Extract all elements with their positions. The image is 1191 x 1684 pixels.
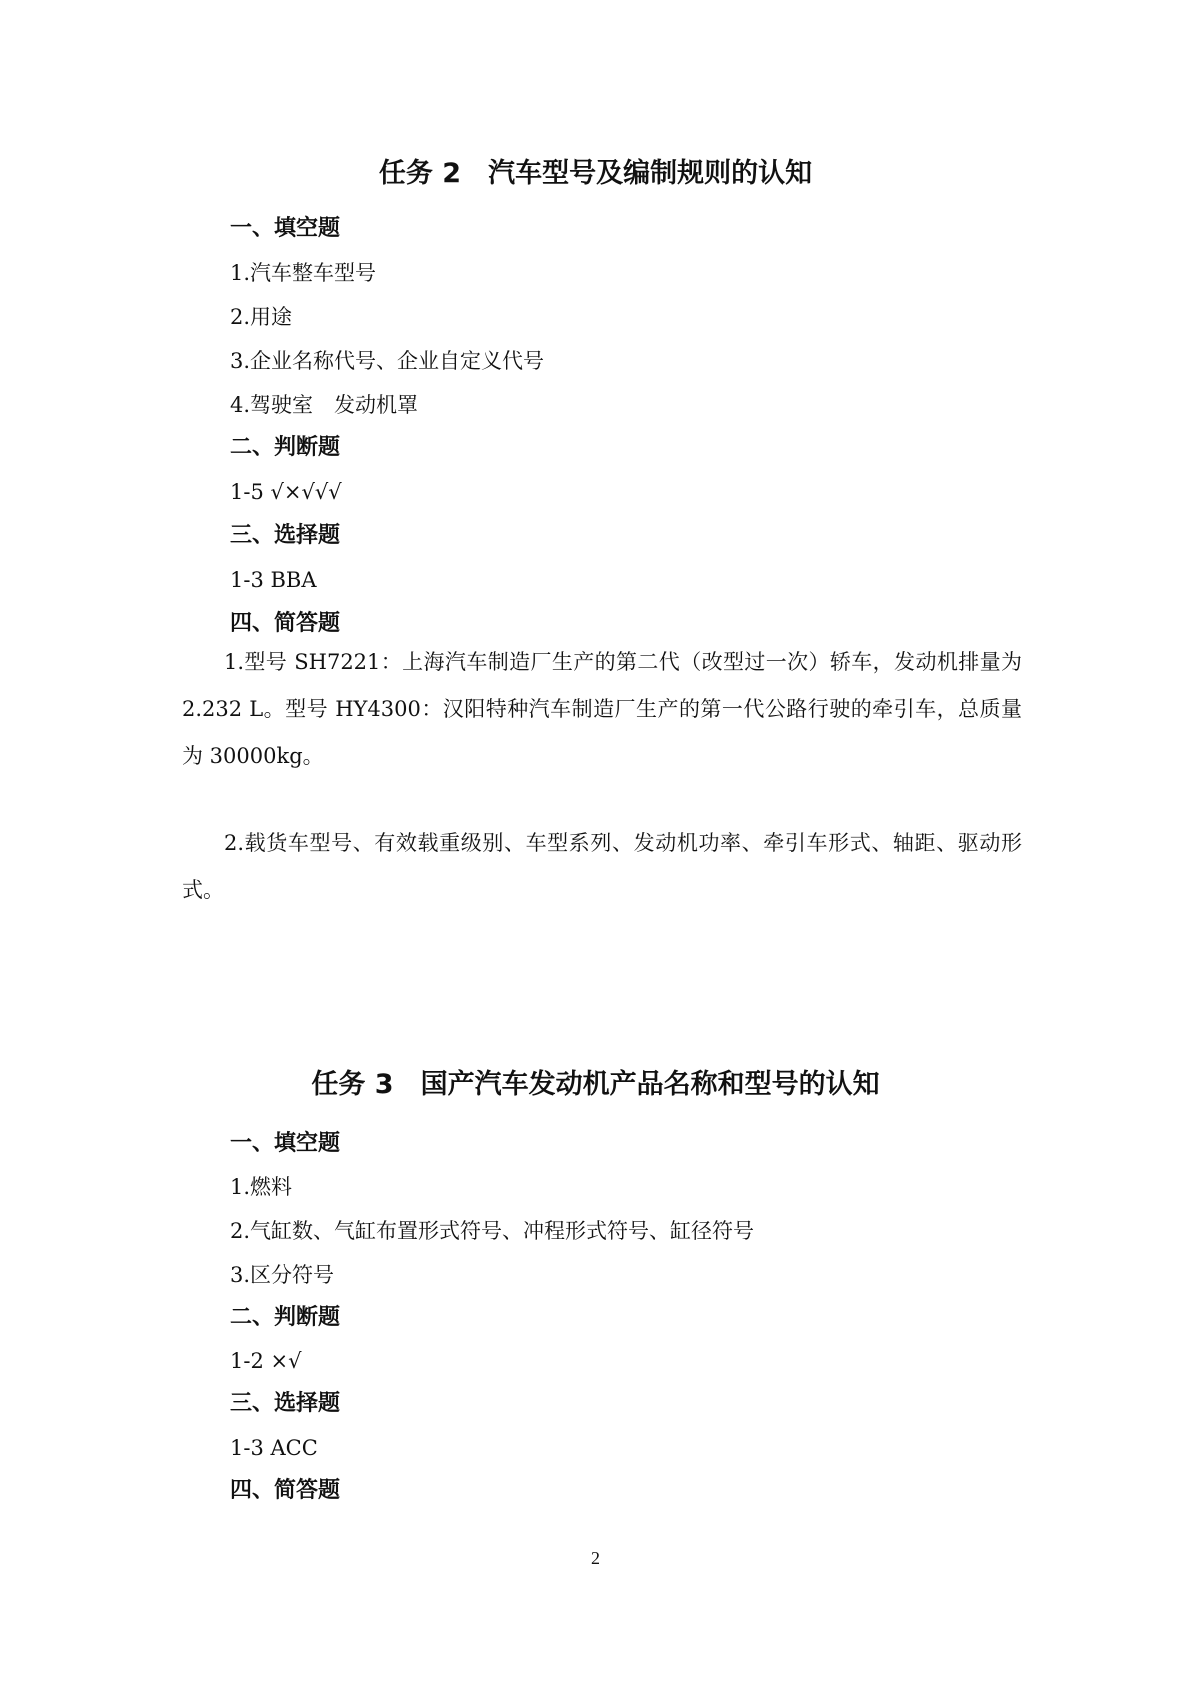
task2-choice-answer: 1-3 BBA: [230, 568, 317, 592]
task2-fill-item-2: 2.用途: [230, 305, 293, 329]
task2-fill-item-1: 1.汽车整车型号: [230, 261, 377, 285]
task2-fill-item-4: 4.驾驶室 发动机罩: [230, 393, 419, 417]
task3-choice-answer: 1-3 ACC: [230, 1436, 318, 1460]
task3-fill-heading: 一、填空题: [230, 1131, 341, 1156]
task2-judge-answer: 1-5 √×√√√: [230, 480, 342, 504]
task3-title: 任务 3 国产汽车发动机产品名称和型号的认知: [311, 1069, 880, 1100]
task3-choice-heading: 三、选择题: [230, 1391, 341, 1416]
task2-fill-heading: 一、填空题: [230, 216, 341, 241]
task3-judge-answer: 1-2 ×√: [230, 1349, 302, 1373]
page-number: 2: [591, 1548, 600, 1568]
task2-short-answer-1: 1.型号 SH7221：上海汽车制造厂生产的第二代（改型过一次）轿车，发动机排量为 2.232 L。型号 HY4300：汉阳特种汽车制造厂生产的第一代公路行驶的牵引车，总质量为 30000kg。: [182, 650, 1022, 768]
task2-judge-heading: 二、判断题: [230, 435, 341, 460]
task3-fill-item-3: 3.区分符号: [230, 1263, 335, 1287]
task2-short-answer-2: 2.载货车型号、有效载重级别、车型系列、发动机功率、牵引车形式、轴距、驱动形式。: [182, 831, 1022, 902]
task2-title: 任务 2 汽车型号及编制规则的认知: [378, 158, 813, 189]
task3-fill-item-2: 2.气缸数、气缸布置形式符号、冲程形式符号、缸径符号: [230, 1219, 755, 1243]
task2-short-heading: 四、简答题: [230, 611, 341, 636]
task2-fill-item-3: 3.企业名称代号、企业自定义代号: [230, 349, 545, 373]
task3-judge-heading: 二、判断题: [230, 1305, 341, 1330]
task2-choice-heading: 三、选择题: [230, 523, 341, 548]
task3-fill-item-1: 1.燃料: [230, 1175, 293, 1199]
task3-short-heading: 四、简答题: [230, 1478, 341, 1503]
